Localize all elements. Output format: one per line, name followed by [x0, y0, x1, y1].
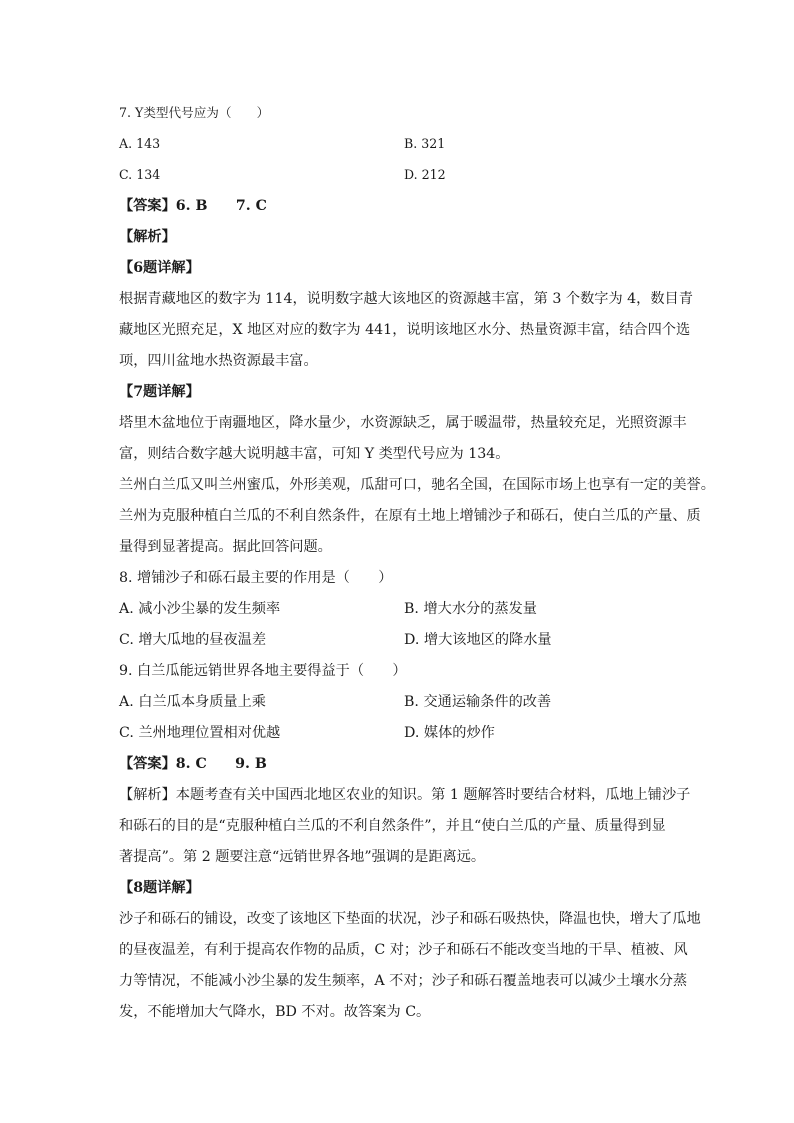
q7-detail-line: 富，则结合数字越大说明越丰富，可知 Y 类型代号应为 134。	[119, 446, 510, 462]
analysis-label: 【解析】	[119, 229, 176, 245]
q9-option-c: C. 兰州地理位置相对优越	[119, 725, 281, 741]
q8-detail-line: 发，不能增加大气降水，BD 不对。故答案为 C。	[119, 1004, 431, 1020]
q7-option-d: D. 212	[404, 167, 446, 182]
q9-stem: 9. 白兰瓜能远销世界各地主要得益于（ ）	[119, 663, 407, 679]
q9-option-a: A. 白兰瓜本身质量上乘	[119, 694, 266, 710]
q6-detail-line: 根据青藏地区的数字为 114，说明数字越大该地区的资源越丰富，第 3 个数字为 4，数目青	[119, 291, 693, 307]
q7-option-b: B. 321	[404, 136, 446, 151]
material-line: 量得到显著提高。据此回答问题。	[119, 539, 332, 555]
q8-stem: 8. 增铺沙子和砾石最主要的作用是（ ）	[119, 570, 393, 586]
analysis2-line: 和砾石的目的是“克服种植白兰瓜的不利自然条件”，并且“使白兰瓜的产量、质量得到显	[119, 818, 666, 834]
material-line: 兰州为克服种植白兰瓜的不利自然条件，在原有土地上增铺沙子和砾石，使白兰瓜的产量、质	[119, 508, 701, 524]
q9-option-b: B. 交通运输条件的改善	[404, 694, 552, 710]
q7-detail-line: 塔里木盆地位于南疆地区，降水量少，水资源缺乏，属于暖温带，热量较充足，光照资源丰	[119, 415, 687, 431]
answer-8-9: 【答案】8. C 9. B	[119, 756, 267, 772]
q8-option-d: D. 增大该地区的降水量	[404, 632, 552, 648]
answer-6-7: 【答案】6. B 7. C	[119, 198, 267, 214]
q8-detail-line: 力等情况，不能减小沙尘暴的发生频率，A 不对；沙子和砾石覆盖地表可以减少土壤水分蒸	[119, 973, 688, 989]
q8-option-c: C. 增大瓜地的昼夜温差	[119, 632, 267, 648]
q7-detail-title: 【7题详解】	[119, 384, 200, 400]
q8-detail-title: 【8题详解】	[119, 880, 200, 896]
q8-detail-line: 的昼夜温差，有利于提高农作物的品质，C 对；沙子和砾石不能改变当地的干旱、植被、风	[119, 942, 688, 958]
q7-option-c: C. 134	[119, 167, 161, 182]
q8-detail-line: 沙子和砾石的铺设，改变了该地区下垫面的状况，沙子和砾石吸热快，降温也快，增大了瓜地	[119, 911, 701, 927]
q7-stem: 7. Y类型代号应为（ ）	[119, 105, 270, 120]
analysis2-line: 著提高”。第 2 题要注意“远销世界各地”强调的是距离远。	[119, 849, 486, 865]
q6-detail-line: 藏地区光照充足，X 地区对应的数字为 441，说明该地区水分、热量资源丰富，结合四个选	[119, 322, 691, 338]
analysis2-line: 【解析】本题考查有关中国西北地区农业的知识。第 1 题解答时要结合材料，瓜地上铺沙子	[119, 787, 691, 803]
material-line: 兰州白兰瓜又叫兰州蜜瓜，外形美观，瓜甜可口，驰名全国，在国际市场上也享有一定的美誉。	[119, 477, 715, 493]
q6-detail-title: 【6题详解】	[119, 260, 200, 276]
q8-option-b: B. 增大水分的蒸发量	[404, 601, 537, 617]
q8-option-a: A. 减小沙尘暴的发生频率	[119, 601, 281, 617]
q6-detail-line: 项，四川盆地水热资源最丰富。	[119, 353, 318, 369]
q7-option-a: A. 143	[119, 136, 161, 151]
q9-option-d: D. 媒体的炒作	[404, 725, 495, 741]
